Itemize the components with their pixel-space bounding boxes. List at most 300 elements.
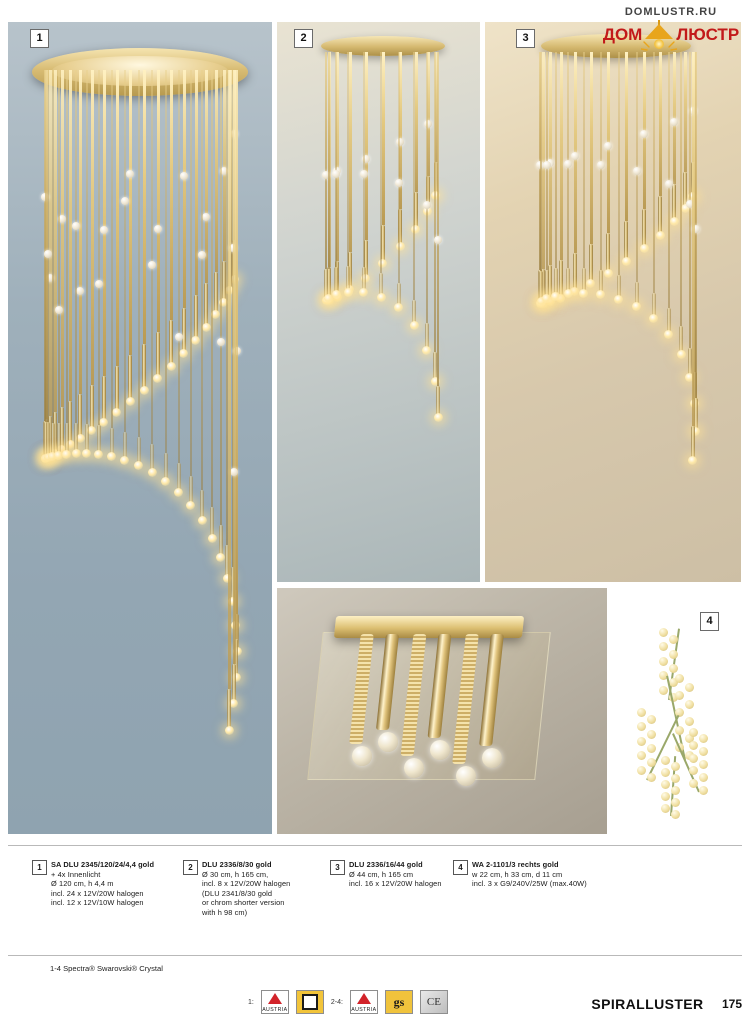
flower-bloom	[647, 773, 656, 782]
austria-icon	[350, 990, 378, 1014]
light-tube	[573, 253, 577, 290]
flower-bloom	[661, 804, 670, 813]
crystal-bead	[121, 197, 129, 205]
bulb-icon	[614, 295, 623, 304]
flower-bloom	[661, 756, 670, 765]
flower-bloom	[661, 780, 670, 789]
figure-badge-4: 4	[700, 612, 719, 631]
light-tube	[110, 428, 114, 454]
suspension-rod	[413, 52, 415, 300]
suspension-rod	[129, 70, 132, 355]
watermark-word-right: ЛЮСТР	[676, 25, 740, 44]
caption-2-line-5: or chrom shorter version	[202, 898, 285, 908]
suspension-rod	[86, 70, 88, 424]
crystal-bead	[434, 236, 442, 244]
flower-bloom	[669, 650, 678, 659]
series-name: SPIRALLUSTER	[591, 995, 704, 1012]
flower-bloom	[671, 810, 680, 819]
suspension-rod	[190, 70, 192, 476]
light-tube	[150, 444, 154, 470]
suspension-rod	[434, 52, 436, 352]
suspension-rod	[540, 52, 542, 271]
page-number: 175	[721, 996, 742, 1011]
suspension-rod	[52, 70, 54, 423]
bulb-icon	[434, 413, 443, 422]
divider-bottom	[8, 955, 742, 956]
light-tube	[156, 332, 160, 376]
flower-bloom	[647, 715, 656, 724]
bulb-icon	[216, 553, 225, 562]
footer-label-2: 2-4:	[330, 998, 343, 1006]
suspension-rod	[201, 70, 203, 490]
bulb-icon	[120, 456, 129, 465]
suspension-rod	[151, 70, 153, 444]
light-tube	[200, 490, 204, 518]
light-tube	[46, 422, 50, 455]
caption-2-line-6: with h 98 cm)	[202, 907, 248, 917]
footer-brand	[591, 995, 742, 1013]
bulb-icon	[153, 374, 162, 383]
bulb-icon	[632, 302, 641, 311]
light-tube	[232, 664, 236, 701]
bulb-icon	[198, 516, 207, 525]
caption-2	[183, 860, 333, 918]
flower-cluster	[612, 588, 741, 834]
bulb-icon	[167, 362, 176, 371]
caption-1-line-3: Ø 120 cm, h 4,4 m	[51, 879, 114, 889]
caption-2-line-2: Ø 30 cm, h 165 cm,	[202, 869, 269, 879]
flower-bloom	[689, 741, 698, 750]
suspension-rod	[590, 52, 593, 244]
light-tube	[74, 423, 78, 451]
footer-label-1: 1:	[248, 998, 254, 1006]
light-tube	[128, 355, 132, 399]
caption-badge-2: 2	[183, 860, 198, 875]
suspension-rod	[235, 70, 238, 639]
figure-badge-3: 3	[516, 29, 535, 48]
crystal-bead	[95, 280, 103, 288]
suspension-rod	[211, 70, 213, 507]
crystal-bead	[571, 152, 579, 160]
crystal-bead	[665, 180, 673, 188]
bulb-icon	[640, 244, 649, 253]
suspension-rod	[124, 70, 126, 432]
crystal-bead	[55, 306, 63, 314]
suspension-rod	[347, 52, 349, 266]
light-tube	[624, 221, 628, 259]
bulb-icon	[161, 477, 170, 486]
bulb-icon	[186, 501, 195, 510]
suspension-rod	[380, 52, 382, 273]
light-tube	[68, 401, 72, 442]
caption-1-line-2: + 4x Innenlicht	[51, 869, 101, 879]
crystal-bead	[100, 226, 108, 234]
bulb-icon	[174, 488, 183, 497]
bulb-icon	[82, 449, 91, 458]
crystal-bead	[423, 201, 431, 209]
lamp-icon	[645, 20, 673, 50]
bulb-icon	[596, 290, 605, 299]
austria-icon-label: AUSTRIA	[262, 1007, 288, 1013]
light-tube	[582, 268, 586, 291]
light-tube	[599, 270, 603, 292]
light-tube	[691, 426, 695, 458]
suspension-rod	[157, 70, 160, 332]
flower-bloom	[671, 774, 680, 783]
crystal-note: 1-4 Spectra® Swarovski® Crystal	[50, 964, 163, 973]
flower-bloom	[659, 642, 668, 651]
flower-bloom	[699, 747, 708, 756]
light-tube	[436, 386, 440, 415]
light-tube	[327, 269, 331, 296]
light-tube	[142, 344, 146, 388]
bulb-icon	[377, 293, 386, 302]
crystal-bead	[76, 287, 84, 295]
suspension-rod	[365, 52, 368, 240]
caption-4-line-3: incl. 3 x G9/240V/25W (max.40W)	[472, 879, 587, 889]
gs-mark-icon: gs	[385, 990, 413, 1014]
crystal-ball	[482, 748, 502, 768]
flower-bloom	[689, 766, 698, 775]
light-tube	[679, 326, 683, 351]
caption-3-line-3: incl. 16 x 12V/20W halogen	[349, 879, 442, 889]
suspension-rod	[555, 52, 557, 268]
suspension-rod	[138, 70, 140, 437]
crystal-bead	[202, 213, 210, 221]
crystal-bead	[217, 338, 225, 346]
suspension-rod	[143, 70, 146, 344]
caption-4-line-2: w 22 cm, h 33 cm, d 11 cm	[472, 869, 563, 879]
caption-1	[32, 860, 182, 908]
flower-bloom	[689, 754, 698, 763]
suspension-rod	[165, 70, 167, 453]
light-tube	[425, 323, 429, 348]
light-tube	[210, 507, 214, 536]
light-tube	[164, 453, 168, 479]
flower-bloom	[637, 708, 646, 717]
light-tube	[169, 320, 173, 364]
suspension-rod	[91, 70, 94, 385]
light-tube	[658, 196, 662, 233]
light-tube	[397, 283, 401, 305]
crystal-ball	[378, 732, 398, 752]
flower-bloom	[671, 786, 680, 795]
caption-badge-4: 4	[453, 860, 468, 875]
watermark-domain: DOMLUSTR.RU	[624, 6, 718, 18]
light-tube	[90, 385, 94, 428]
caption-2-line-4: (DLU 2341/8/30 gold	[202, 888, 273, 898]
light-tube	[219, 525, 223, 555]
bulb-icon	[422, 346, 431, 355]
flower-bloom	[699, 734, 708, 743]
suspension-rod	[363, 52, 365, 267]
light-tube	[589, 244, 593, 281]
light-tube	[545, 270, 549, 297]
light-tube	[137, 437, 141, 463]
bulb-icon	[579, 289, 588, 298]
divider-top	[8, 845, 742, 846]
light-tube	[606, 233, 610, 271]
bulb-icon	[112, 408, 121, 417]
square-mark-icon	[296, 990, 324, 1014]
bulb-icon	[179, 349, 188, 358]
light-tube	[214, 272, 218, 313]
flower-bloom	[661, 768, 670, 777]
light-tube	[65, 423, 69, 452]
bulb-icon	[344, 288, 353, 297]
light-tube	[428, 634, 452, 738]
crystal-bead	[633, 167, 641, 175]
bulb-icon	[564, 289, 573, 298]
caption-3-line-2: Ø 44 cm, h 165 cm	[349, 869, 414, 879]
bulb-icon	[225, 726, 234, 735]
photo-wall-lamp	[277, 588, 607, 834]
flower-bloom	[637, 722, 646, 731]
crystal-bead	[604, 142, 612, 150]
crystal-ball	[352, 746, 372, 766]
bulb-icon	[656, 231, 665, 240]
suspension-rod	[220, 70, 222, 525]
suspension-rod	[426, 52, 428, 323]
light-tube	[182, 308, 186, 351]
bulb-icon	[134, 461, 143, 470]
suspension-rod	[335, 52, 337, 267]
crystal-ball	[430, 740, 450, 760]
suspension-rod	[398, 52, 400, 283]
light-tube	[115, 366, 119, 410]
suspension-rod	[54, 70, 57, 412]
light-tube	[379, 273, 383, 295]
bulb-icon	[148, 468, 157, 477]
caption-4	[453, 860, 633, 889]
crystal-bead	[640, 130, 648, 138]
caption-3-line-1: DLU 2336/16/44 gold	[349, 860, 423, 869]
flower-bloom	[669, 664, 678, 673]
flower-bloom	[637, 751, 646, 760]
suspension-rod	[69, 70, 72, 401]
suspension-rod	[170, 70, 173, 320]
austria-icon-label: AUSTRIA	[351, 1007, 377, 1013]
figure-badge-1: 1	[30, 29, 49, 48]
flower-bloom	[675, 674, 684, 683]
flower-bloom	[699, 773, 708, 782]
figure-badge-2: 2	[294, 29, 313, 48]
suspension-rod	[103, 70, 106, 376]
light-tube	[57, 423, 61, 453]
suspension-rod	[183, 70, 186, 308]
photo-spiral-chandelier-large	[8, 22, 272, 834]
light-tube	[227, 689, 231, 728]
bulb-icon	[394, 303, 403, 312]
light-tube	[667, 308, 671, 332]
light-tube	[672, 184, 676, 220]
rod-cluster	[8, 22, 272, 834]
suspension-rod	[61, 70, 64, 407]
bulb-icon	[202, 323, 211, 332]
crystal-bead	[597, 161, 605, 169]
flower-bloom	[647, 730, 656, 739]
rod-cluster	[277, 22, 480, 582]
light-tube	[334, 267, 338, 292]
flower-bloom	[685, 717, 694, 726]
flower-bloom	[675, 726, 684, 735]
bulb-icon	[94, 450, 103, 459]
austria-icon	[261, 990, 289, 1014]
suspension-rod	[328, 52, 330, 269]
bulb-icon	[107, 452, 116, 461]
flower-bloom	[637, 766, 646, 775]
crystal-bead	[154, 225, 162, 233]
light-tube	[102, 376, 106, 419]
suspension-rod	[560, 52, 563, 260]
flower-bloom	[675, 691, 684, 700]
light-tube	[204, 283, 208, 325]
suspension-rod	[111, 70, 113, 428]
light-tube	[479, 634, 504, 746]
crystal-bead	[670, 118, 678, 126]
bulb-icon	[604, 269, 613, 278]
crystal-bead	[126, 170, 134, 178]
crystal-bead	[564, 160, 572, 168]
light-tube	[559, 260, 563, 295]
crystal-ball	[404, 758, 424, 778]
light-tube	[97, 425, 101, 452]
caption-2-line-3: incl. 8 x 12V/20W halogen	[202, 879, 291, 889]
light-tube	[222, 261, 226, 301]
bulb-icon	[72, 449, 81, 458]
photo-spiral-chandelier-small	[277, 22, 480, 582]
caption-badge-3: 3	[330, 860, 345, 875]
crystal-bead	[543, 161, 551, 169]
bulb-icon	[677, 350, 686, 359]
bulb-icon	[332, 290, 341, 299]
watermark-word-left: ДОМ	[602, 25, 643, 44]
flower-bloom	[699, 786, 708, 795]
suspension-rod	[116, 70, 119, 366]
light-tube	[349, 634, 374, 744]
flower-bloom	[699, 760, 708, 769]
photo-spiral-chandelier-medium	[485, 22, 741, 582]
flower-bloom	[671, 798, 680, 807]
suspension-rod	[680, 52, 682, 326]
lamp-rays-icon	[641, 40, 677, 54]
crystal-bead	[148, 261, 156, 269]
bulb-icon	[688, 456, 697, 465]
caption-1-line-5: incl. 12 x 12V/10W halogen	[51, 898, 144, 908]
caption-1-line-4: incl. 24 x 12V/20W halogen	[51, 888, 144, 898]
light-tube	[194, 295, 198, 337]
suspension-rod	[437, 52, 439, 386]
flower-bloom	[661, 792, 670, 801]
suspension-rod	[178, 70, 180, 463]
suspension-rod	[47, 70, 49, 422]
caption-1-line-1: SA DLU 2345/120/24/4,4 gold	[51, 860, 155, 869]
suspension-rod	[684, 52, 687, 172]
suspension-rod	[205, 70, 208, 283]
light-tube	[78, 394, 82, 436]
bulb-icon	[140, 386, 149, 395]
bulb-icon	[586, 279, 595, 288]
light-tube	[554, 268, 558, 293]
light-tube	[617, 275, 621, 297]
crystal-bead	[360, 170, 368, 178]
bulb-icon	[208, 534, 217, 543]
suspension-rod	[618, 52, 620, 275]
suspension-rod	[228, 70, 231, 689]
suspension-rod	[58, 70, 60, 423]
suspension-rod	[653, 52, 655, 293]
light-tube	[412, 300, 416, 323]
light-tube	[123, 432, 127, 458]
suspension-rod	[79, 70, 82, 394]
suspension-rod	[195, 70, 198, 295]
flower-bloom	[647, 744, 656, 753]
light-tube	[376, 634, 399, 730]
light-tube	[177, 463, 181, 490]
light-tube	[635, 282, 639, 304]
bulb-icon	[359, 288, 368, 297]
suspension-rod	[659, 52, 662, 196]
suspension-rod	[382, 52, 385, 225]
rod-cluster	[485, 22, 741, 582]
bulb-icon	[126, 397, 135, 406]
crystal-ball	[456, 766, 476, 786]
flower-bloom	[637, 737, 646, 746]
light-tube	[652, 293, 656, 316]
light-tube	[346, 266, 350, 289]
caption-badge-1: 1	[32, 860, 47, 875]
bulb-icon	[191, 336, 200, 345]
suspension-rod	[75, 70, 77, 423]
flower-bloom	[671, 762, 680, 771]
flower-bloom	[659, 628, 668, 637]
flower-bloom	[685, 700, 694, 709]
light-tube	[51, 423, 55, 454]
crystal-bead	[395, 179, 403, 187]
ce-mark-icon: CE	[420, 990, 448, 1014]
footer-marks	[248, 990, 448, 1014]
suspension-rod	[583, 52, 585, 268]
flower-bloom	[659, 686, 668, 695]
suspension-rod	[215, 70, 218, 272]
suspension-rod	[233, 70, 236, 664]
suspension-rod	[223, 70, 226, 261]
flower-bloom	[659, 657, 668, 666]
bulb-icon	[670, 217, 679, 226]
light-tube	[642, 209, 646, 247]
bulb-icon	[62, 450, 71, 459]
wall-lamp-tubes	[277, 588, 607, 834]
crystal-bead	[180, 172, 188, 180]
flower-bloom	[685, 683, 694, 692]
watermark	[600, 6, 742, 58]
bulb-icon	[410, 321, 419, 330]
crystal-bead	[175, 333, 183, 341]
flower-bloom	[689, 728, 698, 737]
light-tube	[452, 634, 479, 764]
suspension-rod	[625, 52, 628, 221]
bulb-icon	[664, 330, 673, 339]
light-tube	[401, 634, 427, 756]
caption-2-line-1: DLU 2336/8/30 gold	[202, 860, 272, 869]
bulb-icon	[649, 314, 658, 323]
suspension-rod	[692, 52, 695, 426]
photo-flowers	[612, 588, 741, 834]
light-tube	[85, 424, 89, 452]
bulb-icon	[622, 257, 631, 266]
light-tube	[189, 476, 193, 503]
light-tube	[362, 267, 366, 289]
